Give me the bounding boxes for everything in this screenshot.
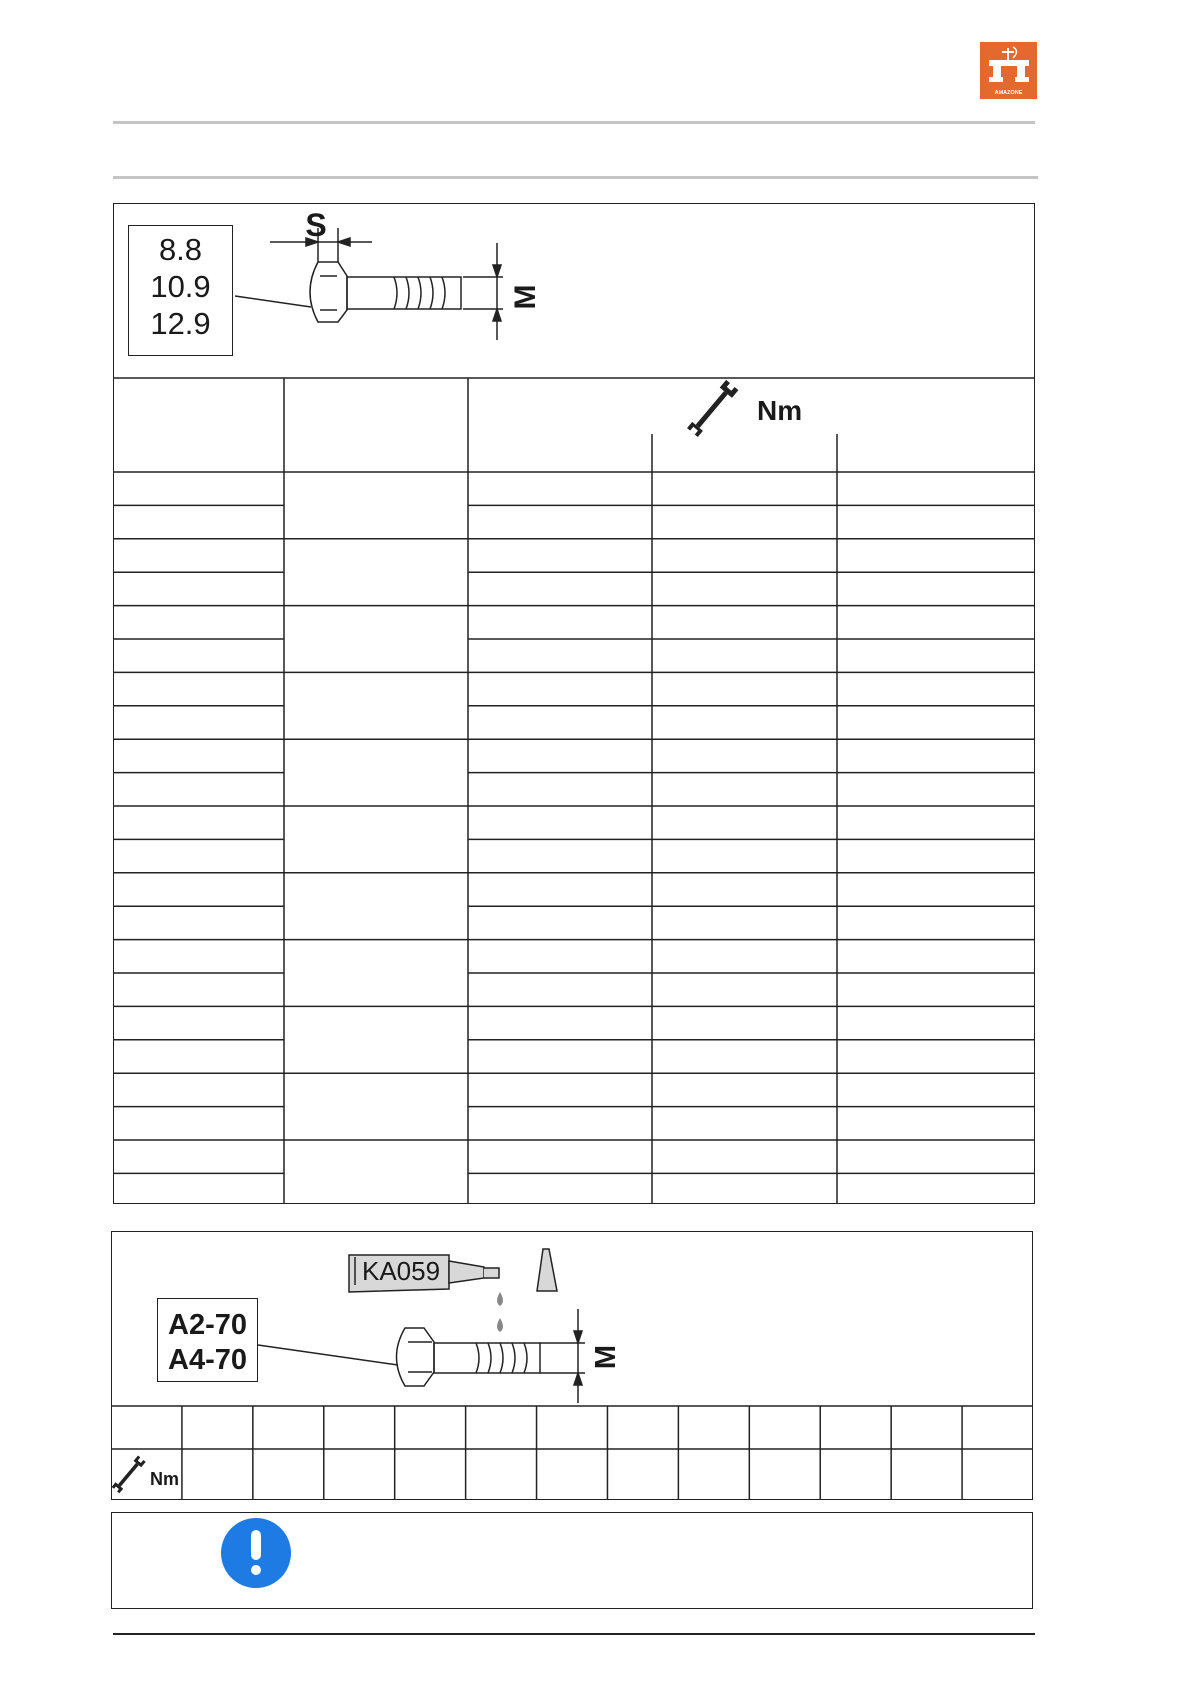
adhesive-label: KA059 [362,1256,441,1286]
wrench-icon [112,1455,146,1493]
stainless-torque-unit-label: Nm [150,1469,180,1489]
torque-unit-label: Nm [757,395,803,426]
stainless-bolt-drawing [258,1309,585,1403]
footer-rule [113,1633,1035,1635]
grade-8-8: 8.8 [158,232,203,267]
dimension-s-label: S [305,207,327,243]
droplet-icon [497,1292,503,1332]
grade-12-9: 12.9 [150,306,211,341]
exclamation-icon [221,1518,291,1588]
grade-10-9: 10.9 [150,269,211,304]
grade-a4-70: A4-70 [168,1344,247,1376]
nozzle-icon [537,1249,557,1291]
dimension-m-label: M [509,284,542,310]
stainless-dimension-m-label: M [590,1344,622,1370]
logo-text: AMAZONE [994,90,1023,96]
stainless-grade-box [157,1298,258,1382]
grade-a2-70: A2-70 [168,1309,247,1341]
